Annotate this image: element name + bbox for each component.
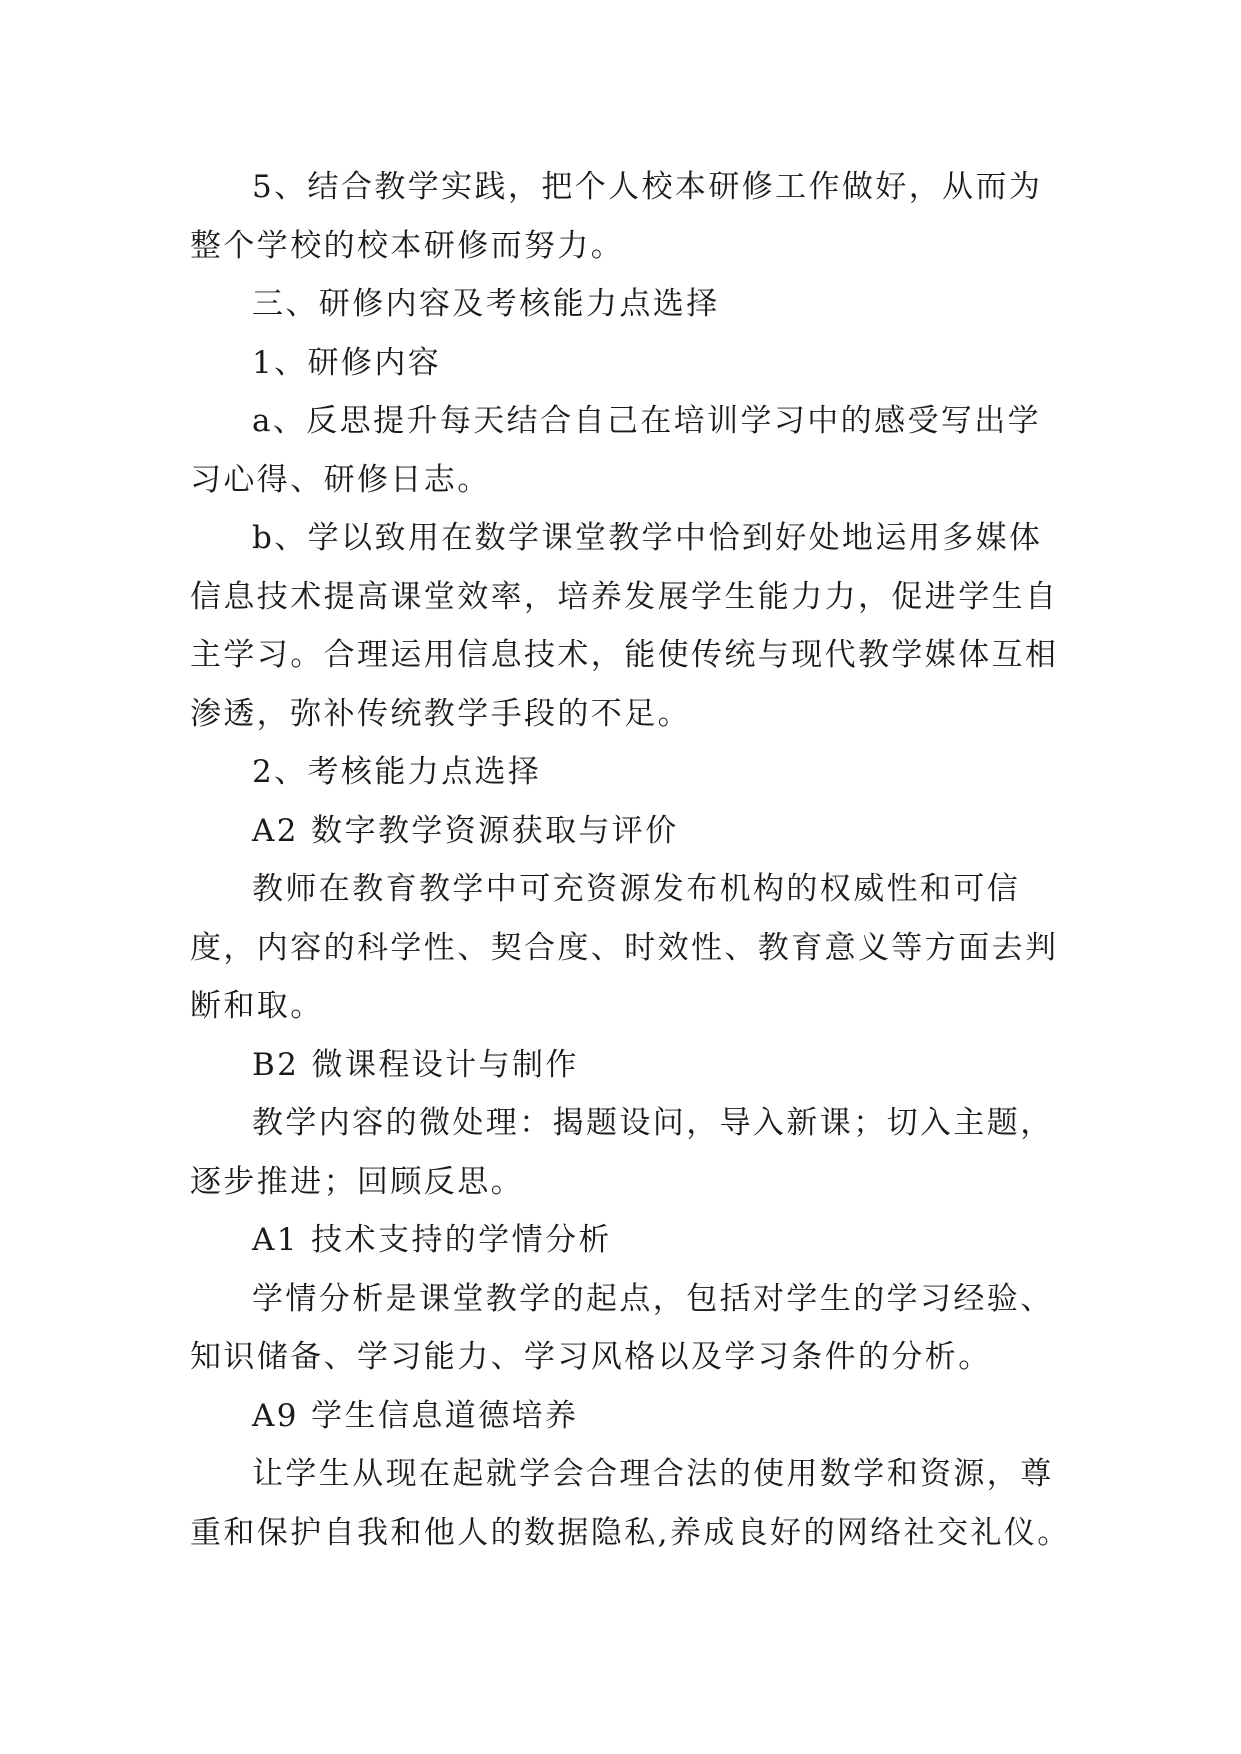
text-line: 让学生从现在起就学会合理合法的使用数学和资源，尊 xyxy=(252,1456,1054,1492)
text-line: 断和取。 xyxy=(190,988,324,1024)
text-line: 主学习。合理运用信息技术，能使传统与现代教学媒体互相 xyxy=(190,637,1059,673)
text-line: 习心得、研修日志。 xyxy=(190,461,491,498)
text-line: 2、考核能力点选择 xyxy=(252,754,542,790)
text-line: B2 微课程设计与制作 xyxy=(252,1046,579,1083)
text-line: A2 数字教学资源获取与评价 xyxy=(252,812,679,849)
text-line: a、反思提升每天结合自己在培训学习中的感受写出学 xyxy=(252,403,1042,439)
text-line: b、学以致用在数学课堂教学中恰到好处地运用多媒体 xyxy=(252,520,1043,556)
text-line: A9 学生信息道德培养 xyxy=(252,1397,579,1434)
document-body xyxy=(190,158,1071,1562)
text-line: 知识储备、学习能力、学习风格以及学习条件的分析。 xyxy=(190,1339,992,1375)
text-line: 逐步推进；回顾反思。 xyxy=(190,1163,524,1200)
text-line: 度，内容的科学性、契合度、时效性、教育意义等方面去判 xyxy=(190,929,1059,966)
text-line: 学情分析是课堂教学的起点，包括对学生的学习经验、 xyxy=(252,1280,1054,1317)
text-line: 信息技术提高课堂效率，培养发展学生能力力，促进学生自 xyxy=(190,578,1059,615)
text-line: 渗透，弥补传统教学手段的不足。 xyxy=(190,695,691,732)
text-line: 教学内容的微处理：揭题设问，导入新课；切入主题， xyxy=(252,1105,1054,1141)
text-line: A1 技术支持的学情分析 xyxy=(252,1222,612,1258)
text-line: 整个学校的校本研修而努力。 xyxy=(190,227,625,264)
text-line: 重和保护自我和他人的数据隐私,养成良好的网络社交礼仪。 xyxy=(190,1514,1071,1551)
text-line: 5、结合教学实践，把个人校本研修工作做好，从而为 xyxy=(252,169,1043,205)
text-line: 1、研修内容 xyxy=(252,344,442,381)
text-line: 三、研修内容及考核能力点选择 xyxy=(252,286,720,322)
text-line: 教师在教育教学中可充资源发布机构的权威性和可信 xyxy=(252,871,1021,907)
